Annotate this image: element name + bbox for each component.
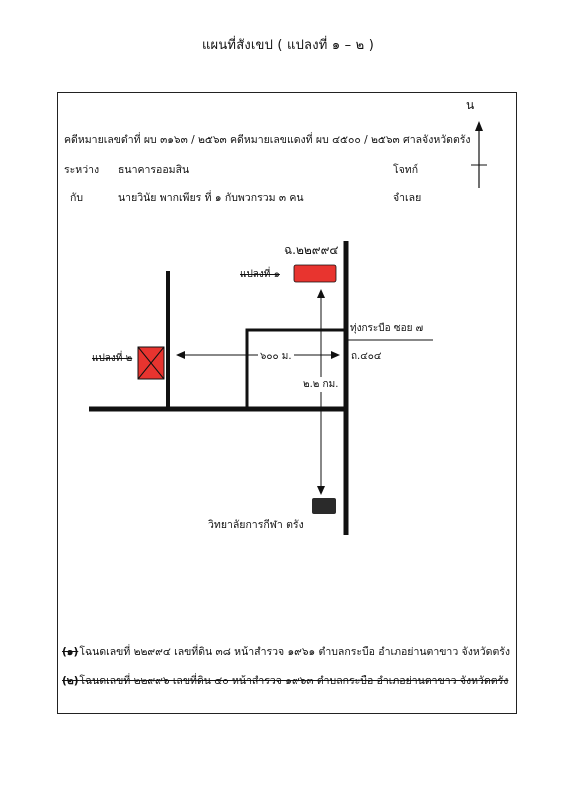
deed-line-2 bbox=[62, 672, 508, 689]
deed-1-text: โฉนดเลขที่ ๒๒๙๙๔ เลขที่ดิน ๓๘ หน้าสำรวจ ๑๙๖๑ ตำบลกระบือ อำเภอย่านตาขาว จังหวัดตรัง bbox=[79, 646, 511, 658]
sports-college-marker bbox=[312, 498, 336, 514]
deed-2-text: โฉนดเลขที่ ๒๒๙๙๖ เลขที่ดิน ๔๐ หน้าสำรวจ ๑๙๖๓ ตำบลกระบือ อำเภอย่านตาขาว จังหวัดตรัง bbox=[79, 675, 509, 687]
highway-label: ถ.๔๐๔ bbox=[351, 351, 382, 362]
soi-7-road bbox=[247, 330, 346, 409]
deed-line-1 bbox=[62, 643, 510, 660]
distance-vertical-label: ๒.๒ กม. bbox=[303, 379, 339, 390]
deed-2-marker: (๒) bbox=[62, 675, 79, 687]
deed-number-label: ฉ.๒๒๙๙๔ bbox=[284, 243, 339, 257]
sketch-map bbox=[58, 93, 516, 713]
with-label: กับ bbox=[70, 192, 84, 204]
soi-label: ทุ่งกระบือ ซอย ๗ bbox=[350, 323, 424, 334]
distance-vertical-arrow bbox=[317, 289, 325, 495]
distance-horizontal-label: ๖๐๐ ม. bbox=[260, 351, 292, 362]
between-label: ระหว่าง bbox=[64, 164, 100, 176]
north-label: น bbox=[466, 98, 475, 112]
plaintiff-name: ธนาคารออมสิน bbox=[118, 164, 190, 176]
plaintiff-role: โจทก์ bbox=[393, 164, 419, 176]
deed-1-marker: (๑) bbox=[62, 646, 79, 658]
landmark-label: วิทยาลัยการกีฬา ตรัง bbox=[208, 519, 304, 531]
plot-1-marker bbox=[294, 265, 336, 282]
plot-1-label: แปลงที่ ๑ bbox=[240, 269, 280, 280]
page-title: แผนที่สังเขป ( แปลงที่ ๑ – ๒ ) bbox=[201, 38, 375, 53]
compass-arrow-icon bbox=[471, 121, 487, 188]
map-frame bbox=[57, 92, 517, 714]
plot-2-marker bbox=[138, 347, 164, 379]
defendant-role: จำเลย bbox=[393, 192, 422, 204]
case-number-line: คดีหมายเลขดำที่ ผบ ๓๑๖๓ / ๒๕๖๓ คดีหมายเลขแดงที่ ผบ ๔๕๐๐ / ๒๕๖๓ ศาลจังหวัดตรัง bbox=[64, 134, 471, 146]
plot-2-label: แปลงที่ ๒ bbox=[92, 353, 133, 364]
defendant-name: นายวินัย พากเพียร ที่ ๑ กับพวกรวม ๓ คน bbox=[118, 192, 304, 204]
